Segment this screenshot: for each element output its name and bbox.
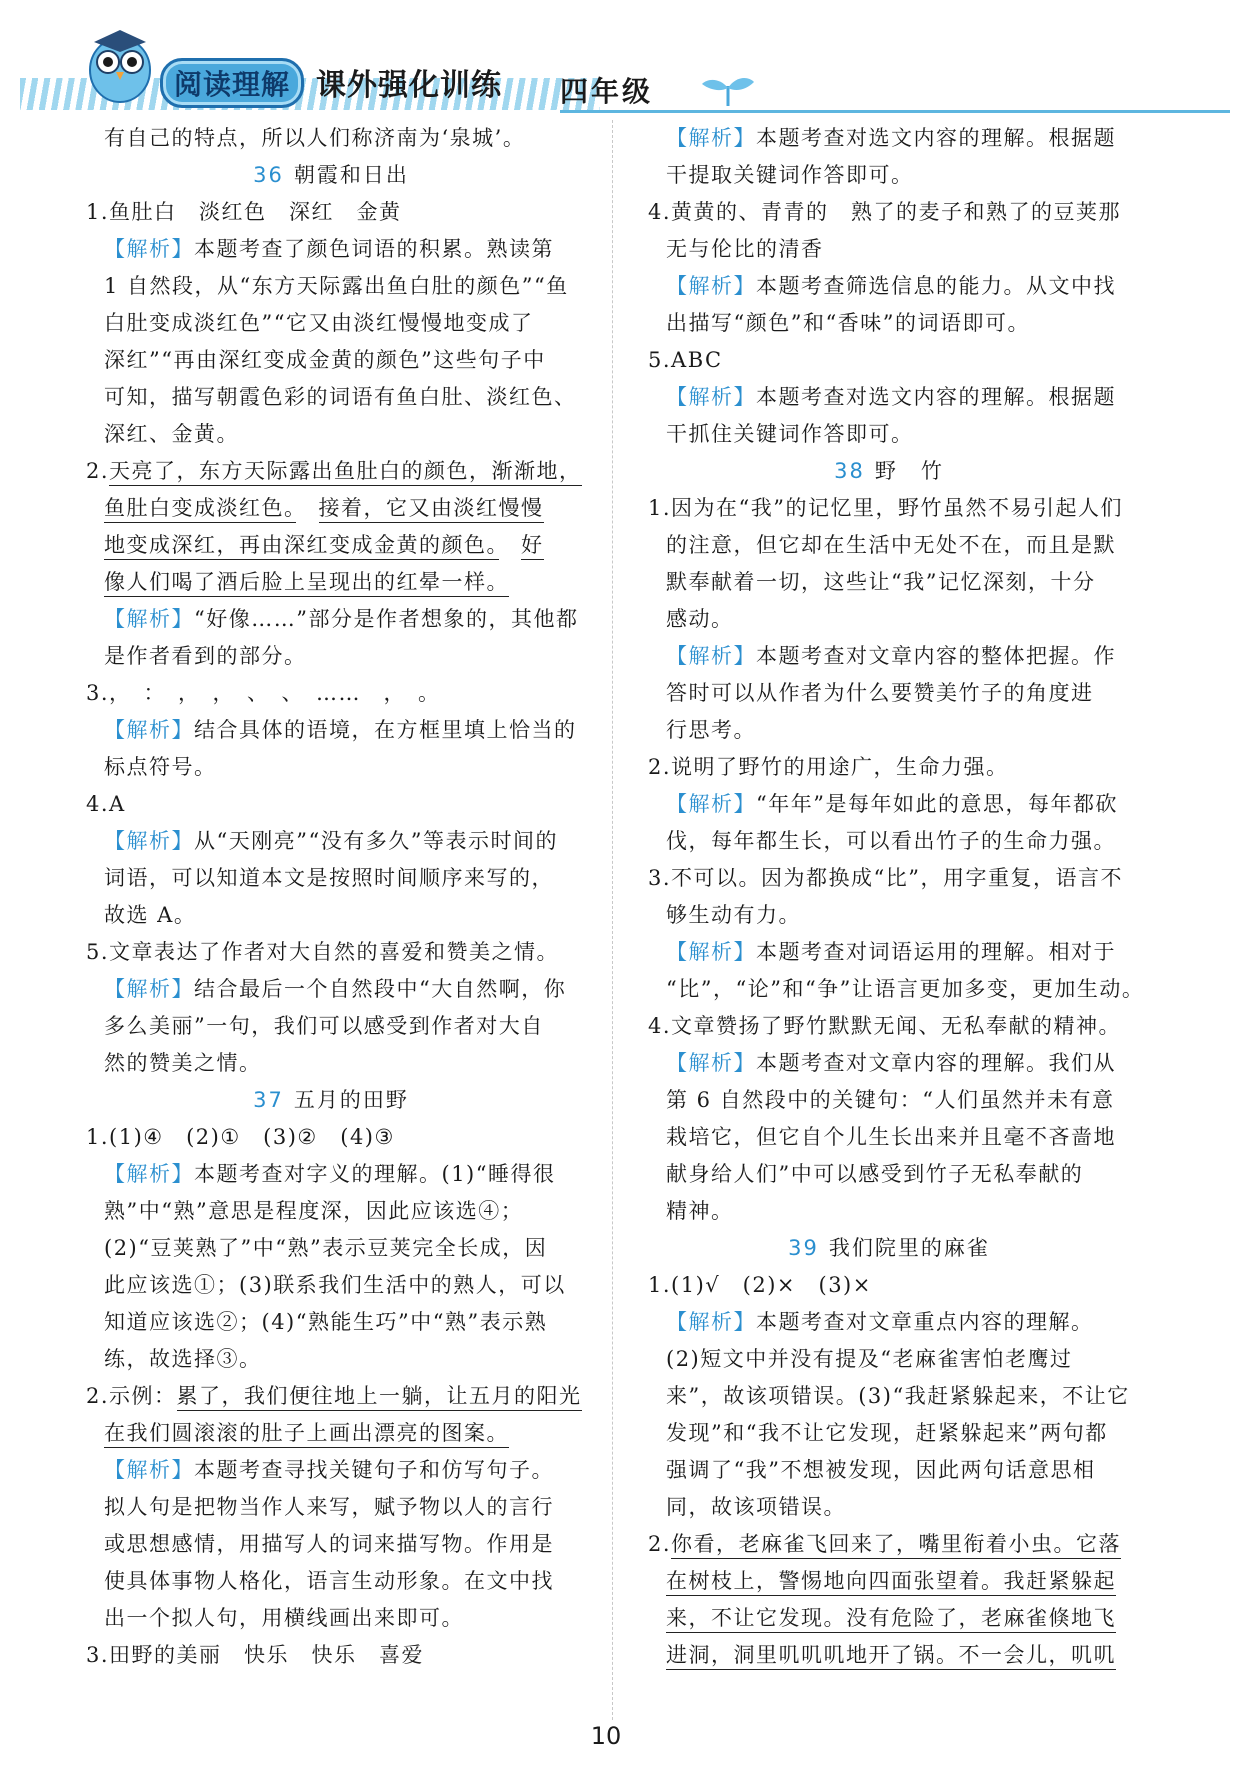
analysis-tag-open: 【 bbox=[104, 1162, 127, 1186]
line-text: 从“天刚亮”“没有多久”等表示时间的 bbox=[194, 829, 558, 853]
line-text: 感动。 bbox=[666, 607, 734, 631]
answer-line bbox=[648, 1489, 1130, 1526]
answer-line bbox=[648, 1526, 1130, 1563]
line-text: 同，故该项错误。 bbox=[666, 1495, 846, 1519]
sprout-icon bbox=[700, 72, 756, 106]
analysis-tag bbox=[666, 274, 756, 298]
analysis-tag-word: 解析 bbox=[688, 385, 734, 409]
analysis-tag-close: 】 bbox=[171, 237, 194, 261]
analysis-tag-open: 【 bbox=[666, 792, 689, 816]
line-text: 白肚变成淡红色”“它又由淡红慢慢地变成了 bbox=[104, 311, 534, 335]
analysis-tag bbox=[104, 607, 194, 631]
column-divider bbox=[612, 120, 613, 1720]
section-title bbox=[648, 1230, 1130, 1267]
line-text: 强调了“我”不想被发现，因此两句话意思相 bbox=[666, 1458, 1096, 1482]
line-text: 第 6 自然段中的关键句：“人们虽然并未有意 bbox=[666, 1088, 1115, 1112]
underlined-text: 在树枝上，警惕地向四面张望着。 bbox=[666, 1569, 1004, 1596]
answer-line bbox=[86, 601, 579, 638]
analysis-tag-close: 】 bbox=[733, 385, 756, 409]
analysis-tag-open: 【 bbox=[104, 237, 127, 261]
line-text: 1.(1)④ (2)① (3)② (4)③ bbox=[86, 1125, 395, 1149]
answer-line bbox=[648, 1452, 1130, 1489]
analysis-tag bbox=[666, 1051, 756, 1075]
answer-line bbox=[648, 1304, 1130, 1341]
answer-line bbox=[648, 1563, 1130, 1600]
line-text: 3.， ： ， ， 、 、 …… ， 。 bbox=[86, 681, 441, 705]
analysis-tag-word: 解析 bbox=[688, 1310, 734, 1334]
analysis-tag-word: 解析 bbox=[126, 1162, 172, 1186]
analysis-tag-open: 【 bbox=[104, 607, 127, 631]
section-title bbox=[86, 157, 576, 194]
analysis-tag-open: 【 bbox=[666, 385, 689, 409]
line-text: 深红、金黄。 bbox=[104, 422, 239, 446]
line-text: 出一个拟人句，用横线画出来即可。 bbox=[104, 1606, 464, 1630]
answer-line bbox=[86, 231, 576, 268]
line-text: 的注意，但它却在生活中无处不在，而且是默 bbox=[666, 533, 1116, 557]
line-text: 本题考查寻找关键句子和仿写句子。 bbox=[194, 1458, 554, 1482]
line-text: “比”，“论”和“争”让语言更加多变，更加生动。 bbox=[666, 977, 1145, 1001]
answer-line bbox=[648, 675, 1130, 712]
analysis-tag-word: 解析 bbox=[688, 1051, 734, 1075]
underlined-text: 累了，我们便往地上一躺，让五月的阳光 bbox=[177, 1384, 582, 1411]
answer-line bbox=[86, 1526, 576, 1563]
answer-line bbox=[648, 786, 1130, 823]
analysis-tag bbox=[104, 977, 194, 1001]
answer-line bbox=[86, 342, 576, 379]
answer-line bbox=[86, 1341, 576, 1378]
answer-line bbox=[648, 231, 1130, 268]
answer-line bbox=[86, 1378, 582, 1415]
analysis-tag-open: 【 bbox=[666, 1051, 689, 1075]
line-text: 5.文章表达了作者对大自然的喜爱和赞美之情。 bbox=[86, 940, 560, 964]
analysis-tag-close: 】 bbox=[171, 1162, 194, 1186]
line-text: 栽培它，但它自个儿生长出来并且毫不吝啬地 bbox=[666, 1125, 1116, 1149]
underlined-text: 地变成深红，再由深红变成金黄的颜色。 bbox=[104, 533, 499, 560]
line-text: 1.鱼肚白 淡红色 深红 金黄 bbox=[86, 200, 402, 224]
analysis-tag-open: 【 bbox=[104, 718, 127, 742]
analysis-tag-word: 解析 bbox=[688, 644, 734, 668]
line-text: 本题考查对选文内容的理解。根据题 bbox=[756, 126, 1116, 150]
line-text bbox=[296, 496, 319, 520]
left-column bbox=[86, 120, 582, 1674]
line-text: 有自己的特点，所以人们称济南为‘泉城’。 bbox=[104, 126, 526, 150]
answer-line bbox=[648, 157, 1130, 194]
underlined-text: 鱼肚白变成淡红色。 bbox=[104, 496, 296, 523]
underlined-text: 我赶紧躲起 bbox=[1004, 1569, 1117, 1596]
answer-line bbox=[648, 638, 1130, 675]
analysis-tag-close: 】 bbox=[171, 977, 194, 1001]
answer-line bbox=[648, 416, 1130, 453]
analysis-tag-close: 】 bbox=[171, 607, 194, 631]
analysis-tag-word: 解析 bbox=[126, 977, 172, 1001]
analysis-tag-close: 】 bbox=[733, 940, 756, 964]
analysis-tag-word: 解析 bbox=[688, 940, 734, 964]
line-text: 本题考查对文章重点内容的理解。 bbox=[756, 1310, 1094, 1334]
analysis-tag bbox=[666, 644, 756, 668]
line-text: 本题考查对词语运用的理解。相对于 bbox=[756, 940, 1116, 964]
underlined-text: 好 bbox=[521, 533, 544, 560]
line-text: 默奉献着一切，这些让“我”记忆深刻，十分 bbox=[666, 570, 1096, 594]
line-text: 3.田野的美丽 快乐 快乐 喜爱 bbox=[86, 1643, 425, 1667]
answer-line bbox=[86, 675, 576, 712]
answer-line bbox=[86, 379, 576, 416]
answer-line bbox=[648, 823, 1130, 860]
analysis-tag-close: 】 bbox=[171, 829, 194, 853]
analysis-tag-close: 】 bbox=[171, 1458, 194, 1482]
line-text: 出描写“颜色”和“香味”的词语即可。 bbox=[666, 311, 1030, 335]
answer-line bbox=[648, 1341, 1130, 1378]
line-text: 然的赞美之情。 bbox=[104, 1051, 262, 1075]
answer-line bbox=[86, 638, 576, 675]
line-text: 拟人句是把物当作人来写，赋予物以人的言行 bbox=[104, 1495, 554, 1519]
answer-line bbox=[86, 1452, 576, 1489]
line-text: 干提取关键词作答即可。 bbox=[666, 163, 914, 187]
line-text: 2.说明了野竹的用途广，生命力强。 bbox=[648, 755, 1009, 779]
analysis-tag-close: 】 bbox=[171, 718, 194, 742]
analysis-tag bbox=[666, 385, 756, 409]
analysis-tag bbox=[104, 829, 194, 853]
underlined-text: 在我们圆滚滚的肚子上画出漂亮的图案。 bbox=[104, 1421, 509, 1448]
analysis-tag-open: 【 bbox=[666, 274, 689, 298]
answer-line bbox=[86, 749, 576, 786]
answer-line bbox=[648, 1637, 1130, 1674]
underlined-text: 接着，它又由淡红慢慢 bbox=[319, 496, 544, 523]
analysis-tag-word: 解析 bbox=[126, 237, 172, 261]
answer-line bbox=[648, 1378, 1130, 1415]
line-text: 熟”中“熟”意思是程度深，因此应该选④； bbox=[104, 1199, 524, 1223]
answer-line bbox=[86, 120, 576, 157]
answer-number: 2. bbox=[86, 459, 110, 483]
answer-number: 2. bbox=[648, 1532, 672, 1556]
analysis-tag-open: 【 bbox=[104, 977, 127, 1001]
answer-line bbox=[648, 194, 1130, 231]
line-text: 知道应该选②；(4)“熟能生巧”中“熟”表示熟 bbox=[104, 1310, 548, 1334]
answer-number: 2. bbox=[86, 1384, 110, 1408]
analysis-tag-word: 解析 bbox=[126, 1458, 172, 1482]
answer-line bbox=[86, 1156, 576, 1193]
section-number: 37 bbox=[253, 1088, 284, 1112]
answer-line bbox=[648, 305, 1130, 342]
analysis-tag-word: 解析 bbox=[126, 829, 172, 853]
line-text bbox=[499, 533, 522, 557]
answer-line bbox=[86, 564, 576, 601]
analysis-tag bbox=[104, 1458, 194, 1482]
line-text: 无与伦比的清香 bbox=[666, 237, 824, 261]
analysis-tag-open: 【 bbox=[104, 829, 127, 853]
answer-line bbox=[86, 1415, 576, 1452]
line-text: 练，故选择③。 bbox=[104, 1347, 262, 1371]
line-text: “年年”是每年如此的意思，每年都砍 bbox=[756, 792, 1118, 816]
line-text: “好像……”部分是作者想象的，其他都 bbox=[194, 607, 579, 631]
answer-line bbox=[86, 971, 576, 1008]
section-number: 39 bbox=[788, 1236, 819, 1260]
section-title bbox=[648, 453, 1130, 490]
analysis-tag-open: 【 bbox=[666, 1310, 689, 1334]
owl-mascot-icon bbox=[80, 20, 160, 106]
answer-line bbox=[648, 1008, 1130, 1045]
analysis-tag-word: 解析 bbox=[688, 274, 734, 298]
answer-line bbox=[86, 1045, 576, 1082]
analysis-tag-close: 】 bbox=[733, 1310, 756, 1334]
line-text: 5.ABC bbox=[648, 348, 723, 372]
line-text: 行思考。 bbox=[666, 718, 756, 742]
analysis-tag-close: 】 bbox=[733, 792, 756, 816]
analysis-tag bbox=[666, 126, 756, 150]
analysis-tag-open: 【 bbox=[666, 644, 689, 668]
line-text: 答时可以从作者为什么要赞美竹子的角度进 bbox=[666, 681, 1094, 705]
section-title-text: 五月的田野 bbox=[293, 1088, 409, 1112]
line-text: 或思想感情，用描写人的词来描写物。作用是 bbox=[104, 1532, 554, 1556]
line-text: 1.(1)√ (2)× (3)× bbox=[648, 1273, 872, 1297]
answer-line bbox=[86, 268, 576, 305]
answer-line bbox=[86, 934, 576, 971]
page-header bbox=[0, 0, 1250, 120]
line-text: 1.因为在“我”的记忆里，野竹虽然不易引起人们 bbox=[648, 496, 1124, 520]
answer-line bbox=[648, 601, 1130, 638]
analysis-tag-open: 【 bbox=[104, 1458, 127, 1482]
underlined-text: 进洞，洞里叽叽叽地开了锅。 bbox=[666, 1643, 959, 1670]
answer-line bbox=[648, 342, 1130, 379]
answer-line bbox=[648, 1600, 1130, 1637]
analysis-tag bbox=[666, 792, 756, 816]
answer-line bbox=[648, 1267, 1130, 1304]
right-column bbox=[648, 120, 1145, 1674]
answer-line bbox=[648, 490, 1130, 527]
underlined-text: 不一会儿，叽叽 bbox=[959, 1643, 1117, 1670]
answer-line bbox=[86, 490, 576, 527]
line-text: 发现”和“我不让它发现，赶紧躲起来”两句都 bbox=[666, 1421, 1108, 1445]
line-text: 来”，故该项错误。(3)“我赶紧躲起来，不让它 bbox=[666, 1384, 1130, 1408]
analysis-tag bbox=[666, 940, 756, 964]
answer-line bbox=[86, 1008, 576, 1045]
answer-line bbox=[86, 897, 576, 934]
line-text: 是作者看到的部分。 bbox=[104, 644, 307, 668]
answer-line bbox=[648, 527, 1130, 564]
answer-line bbox=[648, 1045, 1130, 1082]
line-text: 词语，可以知道本文是按照时间顺序来写的， bbox=[104, 866, 554, 890]
page-number: 10 bbox=[590, 1722, 622, 1750]
line-text: 结合具体的语境，在方框里填上恰当的 bbox=[194, 718, 577, 742]
underlined-text: 你看，老麻雀飞回来了，嘴里衔着小虫。 bbox=[671, 1532, 1076, 1559]
line-text: 多么美丽”一句，我们可以感受到作者对大自 bbox=[104, 1014, 544, 1038]
analysis-tag-open: 【 bbox=[666, 126, 689, 150]
answer-line bbox=[648, 971, 1145, 1008]
answer-line bbox=[648, 268, 1130, 305]
line-text: 可知，描写朝霞色彩的词语有鱼白肚、淡红色、 bbox=[104, 385, 577, 409]
line-text: 本题考查了颜色词语的积累。熟读第 bbox=[194, 237, 554, 261]
line-text: 示例： bbox=[109, 1384, 177, 1408]
analysis-tag bbox=[104, 1162, 194, 1186]
answer-line bbox=[86, 786, 576, 823]
section-title-text: 我们院里的麻雀 bbox=[828, 1236, 990, 1260]
section-title-text: 朝霞和日出 bbox=[293, 163, 409, 187]
analysis-tag-word: 解析 bbox=[126, 718, 172, 742]
answer-line bbox=[86, 527, 576, 564]
answer-line bbox=[86, 712, 576, 749]
analysis-tag bbox=[104, 718, 194, 742]
line-text: 故选 A。 bbox=[104, 903, 197, 927]
line-text: 此应该选①；(3)联系我们生活中的熟人，可以 bbox=[104, 1273, 566, 1297]
answer-line bbox=[86, 1489, 576, 1526]
answer-line bbox=[86, 1304, 576, 1341]
answer-line bbox=[648, 712, 1130, 749]
answer-line bbox=[648, 120, 1130, 157]
answer-line bbox=[648, 1156, 1130, 1193]
analysis-tag-word: 解析 bbox=[688, 792, 734, 816]
analysis-tag bbox=[666, 1310, 756, 1334]
underlined-text: 它落 bbox=[1076, 1532, 1121, 1559]
line-text: 精神。 bbox=[666, 1199, 734, 1223]
header-rule bbox=[560, 110, 1230, 113]
analysis-tag-close: 】 bbox=[733, 644, 756, 668]
answer-line bbox=[86, 1230, 576, 1267]
line-text: 干抓住关键词作答即可。 bbox=[666, 422, 914, 446]
answer-line bbox=[648, 1082, 1130, 1119]
answer-line bbox=[648, 934, 1130, 971]
answer-line bbox=[648, 1119, 1130, 1156]
header-grade: 四年级 bbox=[560, 75, 654, 108]
answer-line bbox=[648, 1415, 1130, 1452]
section-title-text: 野 竹 bbox=[874, 459, 944, 483]
line-text: 本题考查对选文内容的理解。根据题 bbox=[756, 385, 1116, 409]
header-badge: 阅读理解 bbox=[160, 58, 304, 108]
line-text: 4.黄黄的、青青的 熟了的麦子和熟了的豆荚那 bbox=[648, 200, 1122, 224]
line-text: 本题考查对文章内容的理解。我们从 bbox=[756, 1051, 1116, 1075]
underlined-text: 没有危险了，老麻雀倏地飞 bbox=[846, 1606, 1116, 1633]
answer-line bbox=[86, 1637, 576, 1674]
underlined-text: 天亮了，东方天际露出鱼肚白的颜色，渐渐地， bbox=[109, 459, 582, 486]
line-text: 结合最后一个自然段中“大自然啊，你 bbox=[194, 977, 567, 1001]
underlined-text: 像人们喝了酒后脸上呈现出的红晕一样。 bbox=[104, 570, 509, 597]
analysis-tag-word: 解析 bbox=[126, 607, 172, 631]
section-number: 36 bbox=[253, 163, 284, 187]
answer-line bbox=[648, 1193, 1130, 1230]
answer-line bbox=[86, 1193, 576, 1230]
header-subtitle: 课外强化训练 bbox=[316, 68, 502, 103]
answer-line bbox=[86, 453, 582, 490]
line-text: (2)“豆荚熟了”中“熟”表示豆荚完全长成，因 bbox=[104, 1236, 548, 1260]
underlined-text: 来，不让它发现。 bbox=[666, 1606, 846, 1633]
answer-line bbox=[648, 749, 1130, 786]
answer-line bbox=[86, 1267, 576, 1304]
line-text: 本题考查对文章内容的整体把握。作 bbox=[756, 644, 1116, 668]
answer-line bbox=[86, 1563, 576, 1600]
answer-line bbox=[86, 194, 576, 231]
answer-line bbox=[648, 897, 1130, 934]
line-text: 使具体事物人格化，语言生动形象。在文中找 bbox=[104, 1569, 554, 1593]
answer-line bbox=[86, 1119, 576, 1156]
answer-line bbox=[648, 564, 1130, 601]
line-text: 本题考查对字义的理解。(1)“睡得很 bbox=[194, 1162, 556, 1186]
analysis-tag-word: 解析 bbox=[688, 126, 734, 150]
analysis-tag-close: 】 bbox=[733, 274, 756, 298]
line-text: 伐，每年都生长，可以看出竹子的生命力强。 bbox=[666, 829, 1116, 853]
line-text: 本题考查筛选信息的能力。从文中找 bbox=[756, 274, 1116, 298]
analysis-tag-close: 】 bbox=[733, 1051, 756, 1075]
line-text: 3.不可以。因为都换成“比”，用字重复，语言不 bbox=[648, 866, 1124, 890]
analysis-tag-open: 【 bbox=[666, 940, 689, 964]
section-title bbox=[86, 1082, 576, 1119]
answer-line bbox=[86, 305, 576, 342]
answer-line bbox=[86, 1600, 576, 1637]
line-text: 标点符号。 bbox=[104, 755, 217, 779]
section-number: 38 bbox=[834, 459, 865, 483]
answer-line bbox=[86, 860, 576, 897]
line-text: 够生动有力。 bbox=[666, 903, 801, 927]
answer-line bbox=[648, 860, 1130, 897]
line-text: (2)短文中并没有提及“老麻雀害怕老鹰过 bbox=[666, 1347, 1073, 1371]
answer-line bbox=[86, 416, 576, 453]
line-text: 4.文章赞扬了野竹默默无闻、无私奉献的精神。 bbox=[648, 1014, 1122, 1038]
analysis-tag bbox=[104, 237, 194, 261]
answer-line bbox=[648, 379, 1130, 416]
line-text: 献身给人们”中可以感受到竹子无私奉献的 bbox=[666, 1162, 1084, 1186]
line-text: 1 自然段，从“东方天际露出鱼白肚的颜色”“鱼 bbox=[104, 274, 569, 298]
line-text: 4.A bbox=[86, 792, 126, 816]
line-text: 深红”“再由深红变成金黄的颜色”这些句子中 bbox=[104, 348, 546, 372]
answer-line bbox=[86, 823, 576, 860]
analysis-tag-close: 】 bbox=[733, 126, 756, 150]
